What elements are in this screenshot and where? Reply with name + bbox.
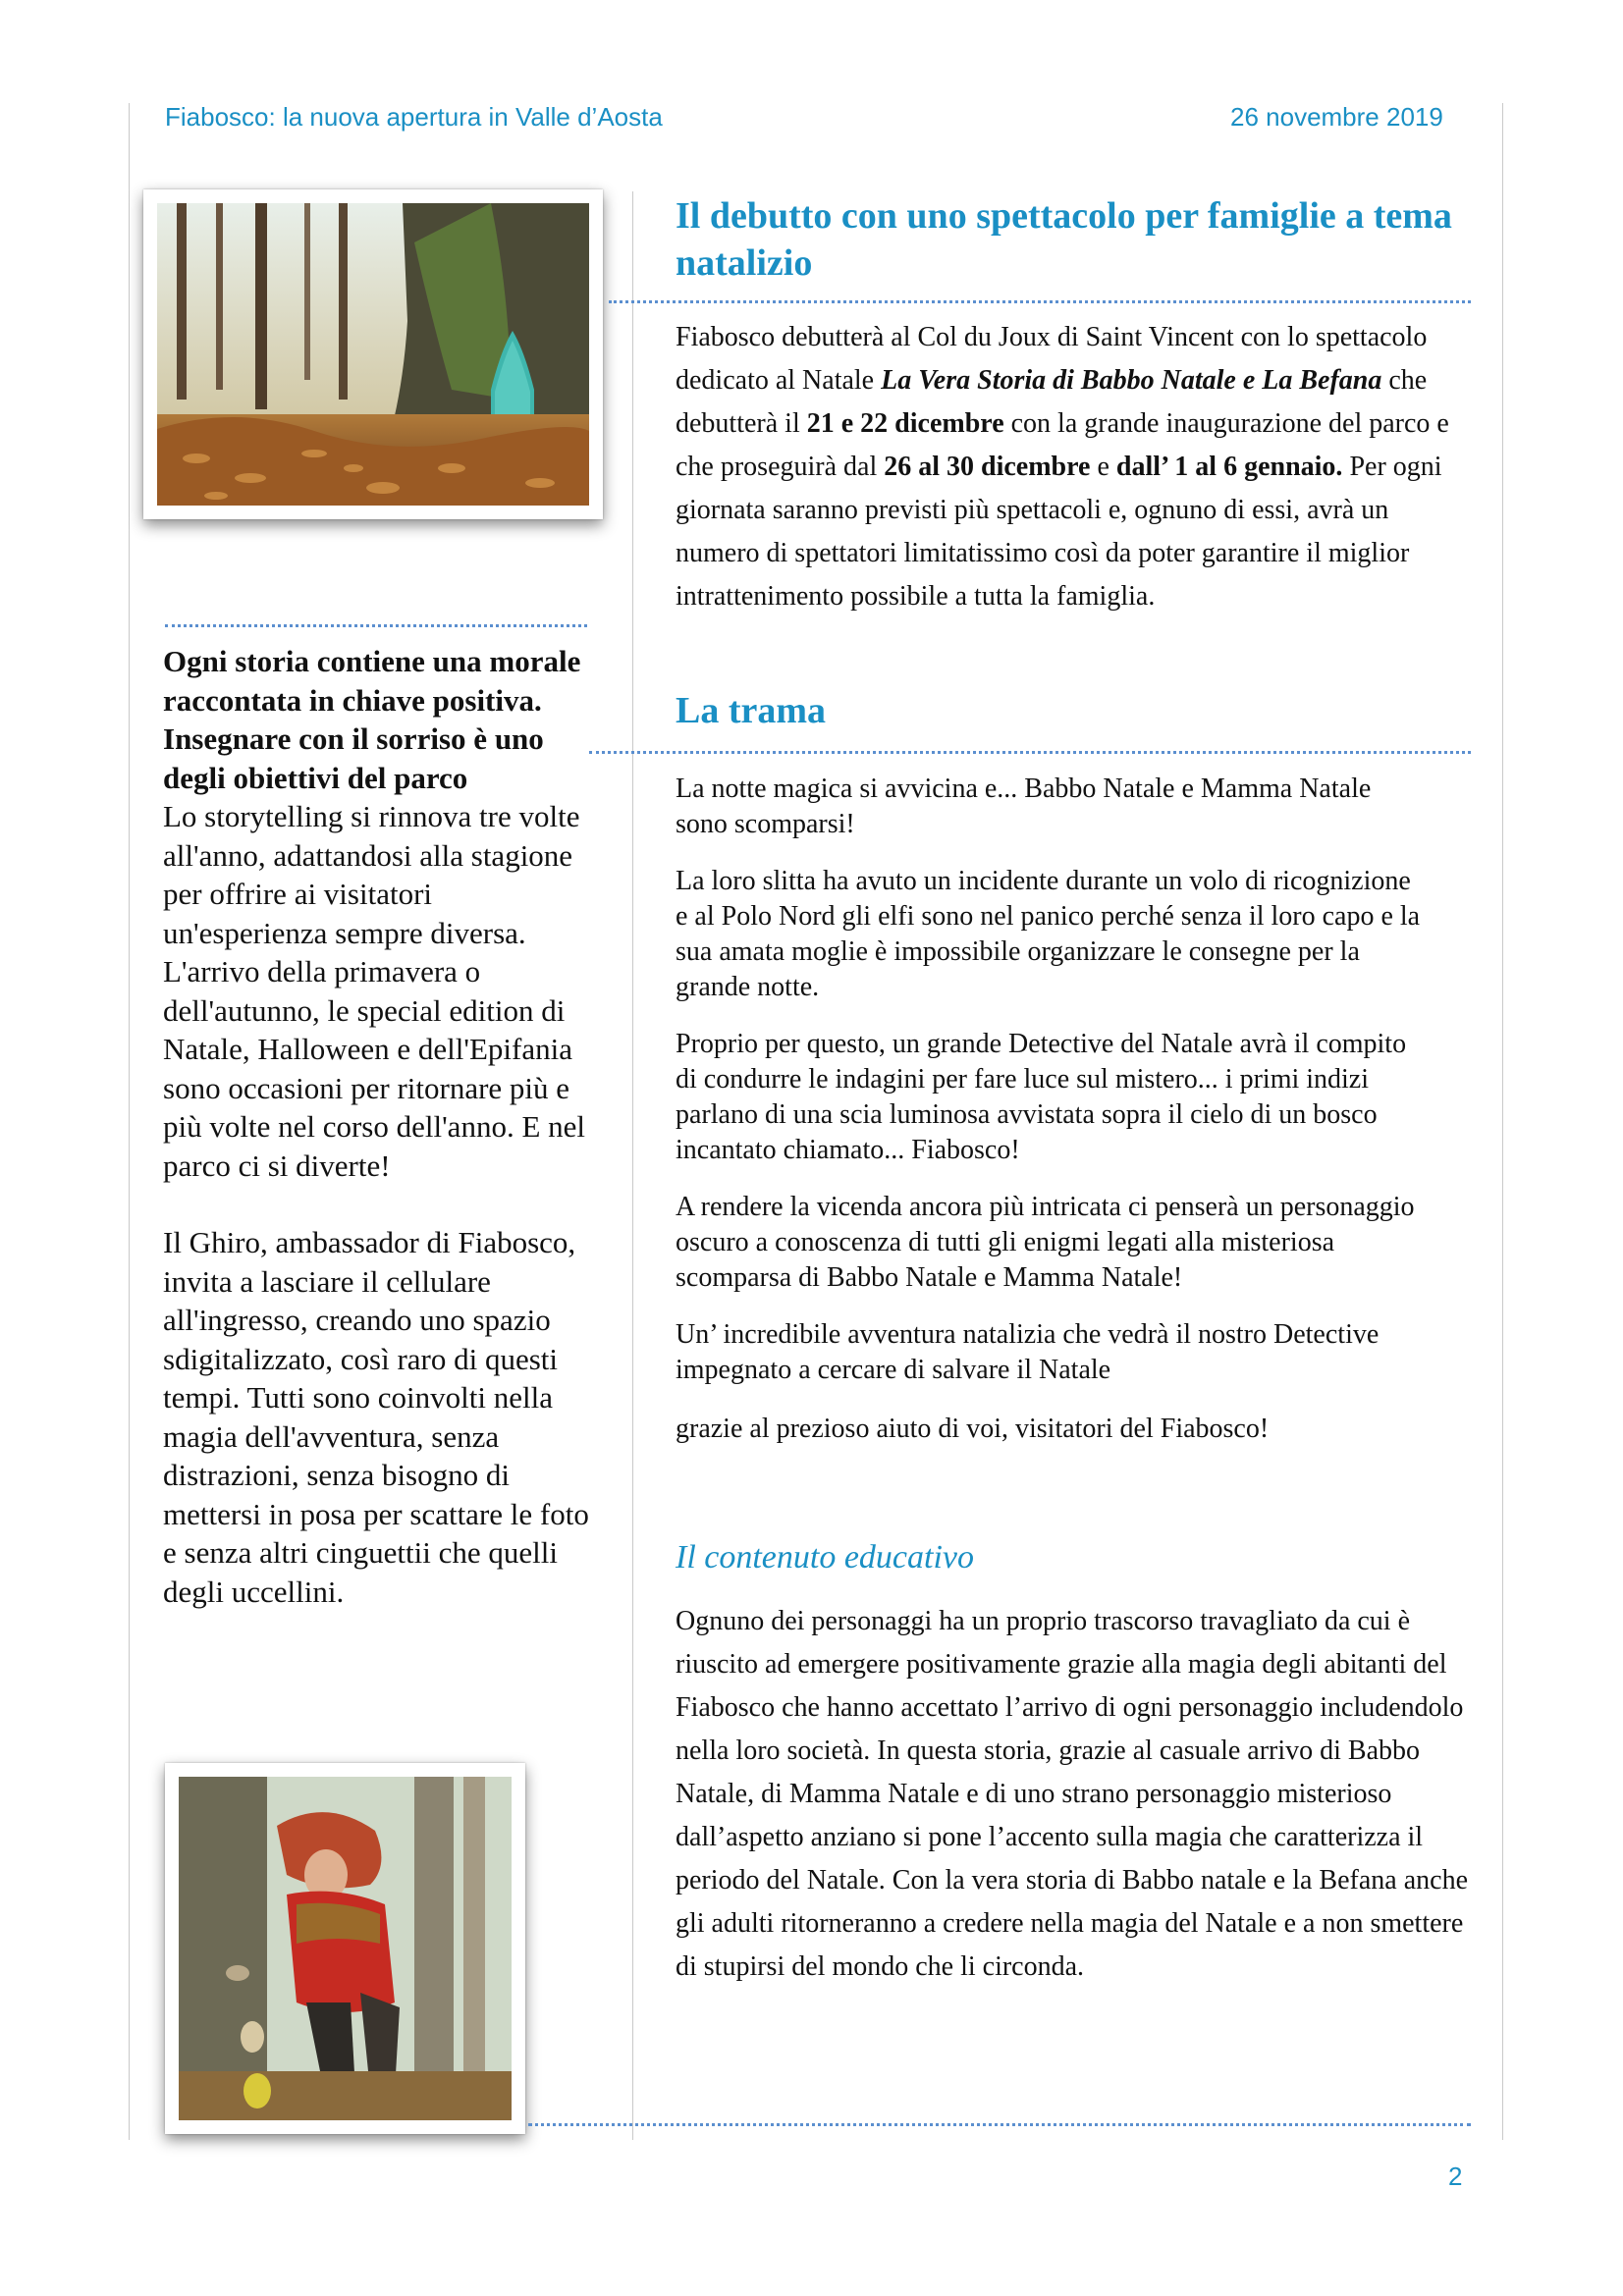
- debutto-heading: Il debutto con uno spettacolo per famiglie a tema natalizio: [676, 195, 1452, 284]
- page-number: 2: [1448, 2162, 1463, 2191]
- trama-heading: La trama: [676, 690, 827, 731]
- right-margin-rule: [1502, 103, 1503, 2140]
- trama-text: [676, 772, 1422, 1468]
- debutto-paragraph: Fiabosco debutterà al Col du Joux di Saint Vincent con lo spettacolo dedicato al Natale La Vera Storia di Babbo Natale e La Befana che debutterà il 21 e 22 dicembre con la grande inaugurazione del parco e che proseguirà dal 26 al 30 dicembre e dall’ 1 al 6 gennaio. Per ogni giornata saranno previsti più spettacoli e, ognuno di essi, avrà un numero di spettatori limitatissimo così da poter garantire il miglior intrattenimento possibile a tutta la famiglia.: [676, 322, 1449, 612]
- column-divider-rule: [632, 191, 633, 2140]
- trama-paragraph: A rendere la vicenda ancora più intricata ci penserà un personaggio oscuro a conoscenza di tutti gli enigmi legati alla misteriosa scomparsa di Babbo Natale e Mamma Natale!: [676, 1192, 1415, 1293]
- sidebar-paragraph-ghiro: Il Ghiro, ambassador di Fiabosco, invita a lasciare il cellulare all'ingresso, creando uno spazio sdigitalizzato, così raro di questi tempi. Tutti sono coinvolti nella magia dell'avventura, senza distrazioni, senza bisogno di mettersi in posa per scattare le foto e senza altri cinguettii che quelli degli uccellini.: [163, 1225, 589, 1609]
- debut-dates: 21 e 22 dicembre: [806, 408, 1004, 439]
- bottom-dotted-rule: [528, 2123, 1471, 2126]
- trama-paragraph: grazie al prezioso aiuto di voi, visitatori del Fiabosco!: [676, 1414, 1270, 1444]
- costumed-character-photo: [165, 1763, 525, 2134]
- sidebar-dotted-rule: [165, 624, 587, 627]
- document-date: 26 novembre 2019: [1230, 102, 1443, 132]
- sidebar-callout: Ogni storia contiene una morale raccontata in chiave positiva. Insegnare con il sorriso è uno degli obiettivi del parco: [163, 644, 581, 795]
- document-title: Fiabosco: la nuova apertura in Valle d’Aosta: [165, 102, 663, 132]
- december-dates: 26 al 30 dicembre: [884, 452, 1091, 482]
- show-title: La Vera Storia di Babbo Natale e La Befana: [881, 365, 1382, 396]
- educativo-heading: Il contenuto educativo: [676, 1539, 975, 1575]
- january-dates: dall’ 1 al 6 gennaio.: [1115, 452, 1343, 482]
- trama-paragraph: La notte magica si avvicina e... Babbo Natale e Mamma Natale sono scomparsi!: [676, 774, 1372, 839]
- forest-fairy-door-photo: [143, 189, 603, 519]
- left-margin-rule: [129, 103, 130, 2140]
- trama-dotted-rule: [589, 751, 1471, 754]
- trama-paragraph: La loro slitta ha avuto un incidente durante un volo di ricognizione e al Polo Nord gli elfi sono nel panico perché senza il loro capo e la sua amata moglie è impossibile organizzare le consegne per la grande notte.: [676, 866, 1421, 1002]
- educativo-paragraph: Ognuno dei personaggi ha un proprio trascorso travagliato da cui è riuscito ad emergere positivamente grazie alla magia degli abitanti del Fiabosco che hanno accettato l’arrivo di ogni personaggio includendolo nella loro società. In questa storia, grazie al casuale arrivo di Babbo Natale, di Mamma Natale e di uno strano personaggio misterioso dall’aspetto anziano si pone l’accento sulla magia che caratterizza il periodo del Natale. Con la vera storia di Babbo natale e la Befana anche gli adulti ritorneranno a credere nella magia del Natale e a non smettere di stupirsi del mondo che li circonda.: [676, 1606, 1468, 1982]
- sidebar-text: [163, 642, 595, 1611]
- debutto-dotted-rule: [609, 300, 1471, 303]
- trama-paragraph: Proprio per questo, un grande Detective del Natale avrà il compito di condurre le indagini per fare luce sul mistero... i primi indizi parlano di una scia luminosa avvistata sopra il cielo di un bosco incantato chiamato... Fiabosco!: [676, 1029, 1407, 1165]
- trama-paragraph: Un’ incredibile avventura natalizia che vedrà il nostro Detective impegnato a cercare di salvare il Natale: [676, 1319, 1380, 1385]
- sidebar-paragraph-storytelling: Lo storytelling si rinnova tre volte all'anno, adattandosi alla stagione per offrire ai visitatori un'esperienza sempre diversa. L'arrivo della primavera o dell'autunno, le special edition di Natale, Halloween e dell'Epifania sono occasioni per ritornare più e più volte nel corso dell'anno. E nel parco ci si diverte!: [163, 799, 586, 1183]
